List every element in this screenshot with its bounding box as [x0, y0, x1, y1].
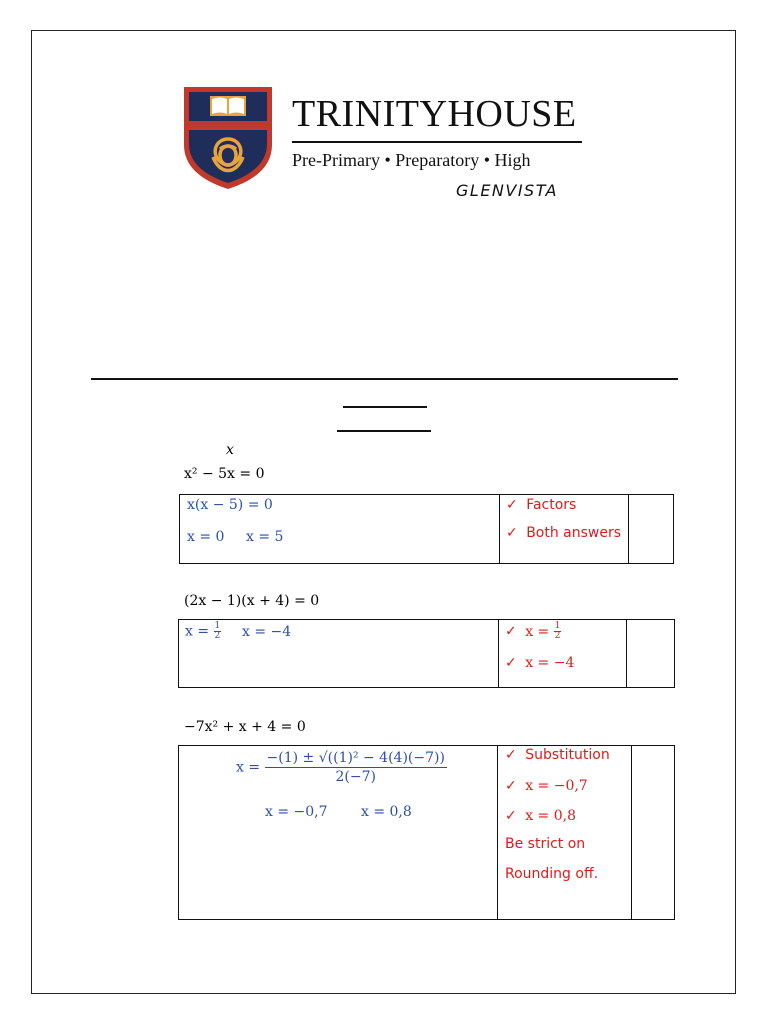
fraction-denominator: 2(−7)	[335, 769, 376, 786]
question-3-note-1: Be strict on	[505, 836, 586, 852]
question-3-equation: −7x² + x + 4 = 0	[184, 719, 306, 735]
header-divider	[91, 378, 678, 380]
question-1-root-1: x = 0	[187, 529, 225, 545]
school-logo	[180, 83, 276, 191]
question-1-mark-1	[506, 497, 576, 513]
question-3-formula	[236, 750, 447, 785]
question-3-divider-b	[631, 745, 632, 920]
mark-label: x = 0,8	[525, 808, 576, 824]
tick-icon: ✓	[505, 655, 517, 671]
title-rule-2	[337, 430, 431, 432]
fraction	[265, 750, 447, 785]
mark-label: Factors	[526, 497, 577, 513]
school-campus: GLENVISTA	[456, 181, 558, 200]
question-1-root-2: x = 5	[246, 529, 284, 545]
question-3-root-2: x = 0,8	[361, 804, 412, 820]
fraction-numerator: 1	[554, 621, 561, 631]
question-2-mark-1	[505, 622, 561, 641]
fraction	[554, 622, 562, 641]
fraction-numerator: 1	[214, 621, 221, 631]
question-1-equation: x² − 5x = 0	[184, 466, 265, 482]
question-2-root-1	[185, 622, 221, 641]
question-2-divider-b	[626, 619, 627, 688]
school-tagline: Pre-Primary • Preparatory • High	[292, 150, 531, 170]
fraction-denominator: 2	[554, 631, 561, 641]
variable-label: x	[226, 442, 234, 458]
tick-icon: ✓	[505, 623, 517, 640]
question-2-equation: (2x − 1)(x + 4) = 0	[184, 593, 320, 609]
question-3-root-1: x = −0,7	[265, 804, 328, 820]
mark-prefix: x =	[525, 623, 554, 640]
question-1-divider-b	[628, 494, 629, 564]
tick-icon: ✓	[505, 808, 517, 824]
question-3-note-2: Rounding off.	[505, 866, 599, 882]
tick-icon: ✓	[505, 747, 517, 763]
question-3-mark-1	[505, 747, 610, 763]
mark-label: Substitution	[525, 747, 610, 763]
question-1-divider-a	[499, 494, 500, 564]
question-2-divider-a	[498, 619, 499, 688]
mark-label: Both answers	[526, 525, 622, 541]
formula-prefix: x =	[236, 759, 265, 776]
mark-label: x = −0,7	[525, 778, 588, 794]
question-3-mark-2	[505, 778, 588, 794]
tick-icon: ✓	[506, 497, 518, 513]
tick-icon: ✓	[505, 778, 517, 794]
question-2-mark-2	[505, 655, 574, 671]
question-3-divider-a	[497, 745, 498, 920]
question-2-root-2: x = −4	[242, 624, 292, 640]
school-name-underline	[292, 141, 582, 143]
root-prefix: x =	[185, 623, 214, 640]
fraction-numerator: −(1) ± √((1)² − 4(4)(−7))	[265, 750, 447, 768]
question-3-mark-3	[505, 808, 576, 824]
school-name: TRINITYHOUSE	[292, 93, 577, 135]
question-1-mark-2	[506, 525, 621, 541]
fraction	[214, 622, 222, 641]
fraction-denominator: 2	[214, 631, 221, 641]
tick-icon: ✓	[506, 525, 518, 541]
question-1-step-1: x(x − 5) = 0	[187, 497, 273, 513]
mark-label: x = −4	[525, 655, 575, 671]
title-rule-1	[343, 406, 427, 408]
